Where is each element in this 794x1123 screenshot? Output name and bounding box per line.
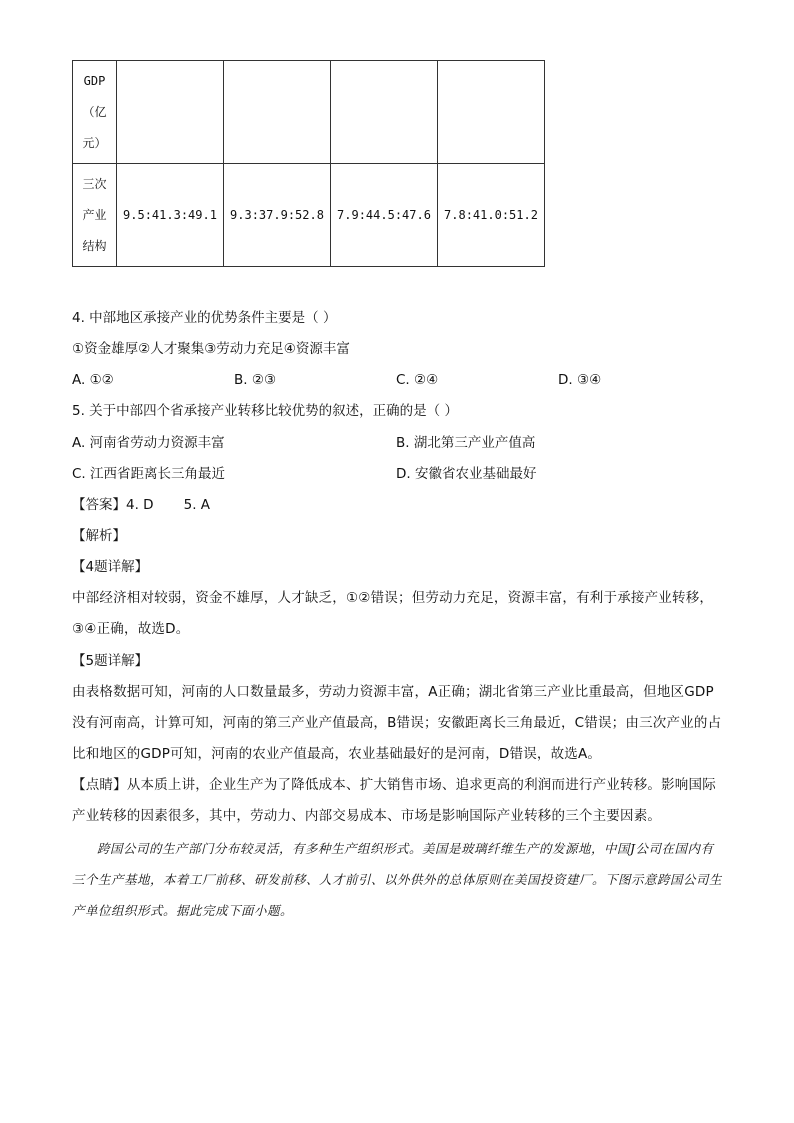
question-5-option-b: B. 湖北第三产业产值高 — [396, 435, 536, 451]
gdp-label-line: GDP — [83, 73, 106, 88]
table-cell: 9.5:41.3:49.1 — [117, 164, 224, 267]
structure-label-line: 三次 — [82, 176, 107, 191]
structure-label-line: 结构 — [82, 238, 107, 253]
industry-data-table — [72, 60, 545, 267]
intro-paragraph: 跨国公司的生产部门分布较灵活，有多种生产组织形式。美国是玻璃纤维生产的发源地，中国J公司在国内有三个生产基地，本着工厂前移、研发前移、人才前引、以外供外的总体原则在美国投资建厂。下图示意跨国公司生产单位组织形式。据此完成下面小题。 — [72, 841, 723, 918]
table-cell: 7.8:41.0:51.2 — [438, 164, 545, 267]
question-4-option-d: D. ③④ — [558, 372, 602, 388]
answer-label: 【答案】 — [72, 497, 126, 513]
answer-text: 4. D 5. A — [126, 497, 211, 513]
question-5-stem: 5. 关于中部四个省承接产业转移比较优势的叙述，正确的是（ ） — [72, 403, 458, 419]
table-cell — [438, 61, 545, 164]
table-cell: 7.9:44.5:47.6 — [331, 164, 438, 267]
table-cell — [117, 61, 224, 164]
question-5-option-d: D. 安徽省农业基础最好 — [396, 466, 537, 482]
table-cell — [224, 61, 331, 164]
question-4-stem: 4. 中部地区承接产业的优势条件主要是（ ） — [72, 310, 337, 326]
table-cell — [331, 61, 438, 164]
structure-label-cell — [73, 164, 117, 267]
tip-paragraph — [72, 770, 722, 832]
question-4-option-b: B. ②③ — [234, 372, 277, 388]
tip-text: 从本质上讲，企业生产为了降低成本、扩大销售市场、追求更高的利润而进行产业转移。影响国际产业转移的因素很多，其中，劳动力、内部交易成本、市场是影响国际产业转移的三个主要因素。 — [72, 777, 716, 824]
gdp-label-line: 元） — [82, 135, 107, 150]
question-5-option-a: A. 河南省劳动力资源丰富 — [72, 435, 225, 451]
question-4-option-c: C. ②④ — [396, 372, 439, 388]
analysis-label: 【解析】 — [72, 528, 126, 544]
detail-5-label: 【5题详解】 — [72, 653, 149, 669]
table-cell: 9.3:37.9:52.8 — [224, 164, 331, 267]
answer-line — [72, 495, 210, 515]
question-5-option-c: C. 江西省距离长三角最近 — [72, 466, 226, 482]
detail-4-text: 中部经济相对较弱，资金不雄厚，人才缺乏，①②错误；但劳动力充足，资源丰富，有利于承接产业转移，③④正确，故选D。 — [72, 590, 714, 637]
table-row — [73, 164, 545, 267]
tip-label: 【点睛】 — [72, 777, 127, 793]
gdp-label-line: （亿 — [82, 104, 107, 119]
question-4-items: ①资金雄厚②人才聚集③劳动力充足④资源丰富 — [72, 341, 350, 357]
detail-5-text: 由表格数据可知，河南的人口数量最多，劳动力资源丰富，A正确；湖北省第三产业比重最高，但地区GDP没有河南高，计算可知，河南的第三产业产值最高，B错误；安徽距离长三角最近，C错误；由三次产业的占比和地区的GDP可知，河南的农业产值最高，农业基础最好的是河南，D错误，故选A。 — [72, 684, 722, 762]
table-row — [73, 61, 545, 164]
detail-4-label: 【4题详解】 — [72, 559, 149, 575]
structure-label-line: 产业 — [82, 207, 107, 222]
gdp-label-cell — [73, 61, 117, 164]
question-4-option-a: A. ①② — [72, 372, 114, 388]
